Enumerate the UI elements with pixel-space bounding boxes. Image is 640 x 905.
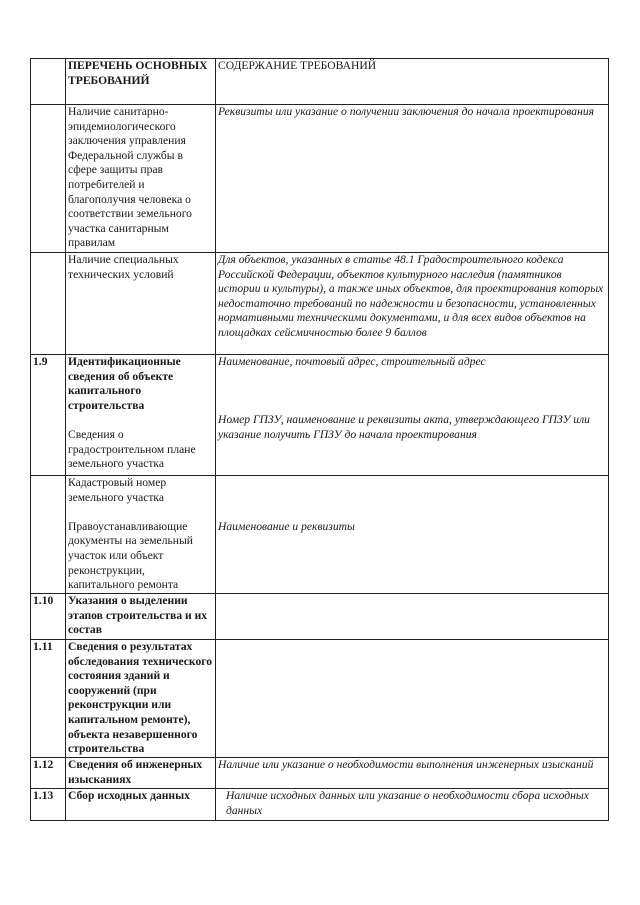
table-row (31, 355, 609, 476)
row-item: Наличие специальных технических условий (66, 253, 216, 355)
row-number: 1.13 (31, 789, 66, 821)
row-number: 1.12 (31, 758, 66, 789)
row-item: Сведения об инженерных изысканиях (66, 758, 216, 789)
row-item-secondary: Сведения о градостроительном плане земельного участка (68, 427, 196, 471)
row-item-group (66, 355, 216, 476)
table-row (31, 105, 609, 253)
table-row (31, 758, 609, 789)
table-row (31, 640, 609, 758)
row-number: 1.10 (31, 594, 66, 640)
row-content: Наименование, почтовый адрес, строительный адрес (218, 355, 486, 368)
row-number (31, 105, 66, 253)
row-item: Сведения о результатах обследования технического состояния зданий и сооружений (при реконструкции или капитальном ремонте), объекта незавершенного строительства (66, 640, 216, 758)
row-item: Идентификационные сведения об объекте капитального строительства (68, 355, 181, 412)
header-list-cell: ПЕРЕЧЕНЬ ОСНОВНЫХ ТРЕБОВАНИЙ (66, 59, 216, 105)
row-content (216, 594, 609, 640)
row-number: 1.11 (31, 640, 66, 758)
row-content: Наличие исходных данных или указание о необходимости сбора исходных данных (216, 789, 609, 821)
row-content-group (216, 355, 609, 476)
row-number (31, 476, 66, 594)
row-item: Указания о выделении этапов строительства и их состав (66, 594, 216, 640)
header-content-cell: СОДЕРЖАНИЕ ТРЕБОВАНИЙ (216, 59, 609, 105)
row-content-secondary: Номер ГПЗУ, наименование и реквизиты акта, утверждающего ГПЗУ или указание получить ГПЗУ до начала проектирования (218, 413, 590, 441)
table-row (31, 594, 609, 640)
row-content-group (216, 476, 609, 594)
row-number: 1.9 (31, 355, 66, 476)
row-number (31, 253, 66, 355)
row-item: Сбор исходных данных (66, 789, 216, 821)
row-content-secondary: Наименование и реквизиты (218, 519, 355, 533)
row-item: Кадастровый номер земельного участка (68, 476, 167, 504)
table-row (31, 476, 609, 594)
row-content: Наличие или указание о необходимости выполнения инженерных изысканий (216, 758, 609, 789)
row-item-group (66, 476, 216, 594)
table-header-row (31, 59, 609, 105)
row-content: Для объектов, указанных в статье 48.1 Градостроительного кодекса Российской Федерации, объектов культурного наследия (памятников истории и культуры), а также иных объектов, для проектирования которых недостаточно требований по надежности и безопасности, установленных нормативными техническими документами, и для всех видов объектов на площадках сейсмичностью более 9 баллов (216, 253, 609, 355)
header-number-cell (31, 59, 66, 105)
row-content: Реквизиты или указание о получении заключения до начала проектирования (216, 105, 609, 253)
row-item-secondary: Правоустанавливающие документы на земельный участок или объект реконструкции, капитального ремонта (68, 519, 193, 592)
table-row (31, 253, 609, 355)
row-content (216, 640, 609, 758)
row-item: Наличие санитарно-эпидемиологического заключения управления Федеральной службы в сфере защиты прав потребителей и благополучия человека о соответствии земельного участка санитарным правилам (66, 105, 216, 253)
table-row (31, 789, 609, 821)
requirements-table (30, 58, 609, 821)
